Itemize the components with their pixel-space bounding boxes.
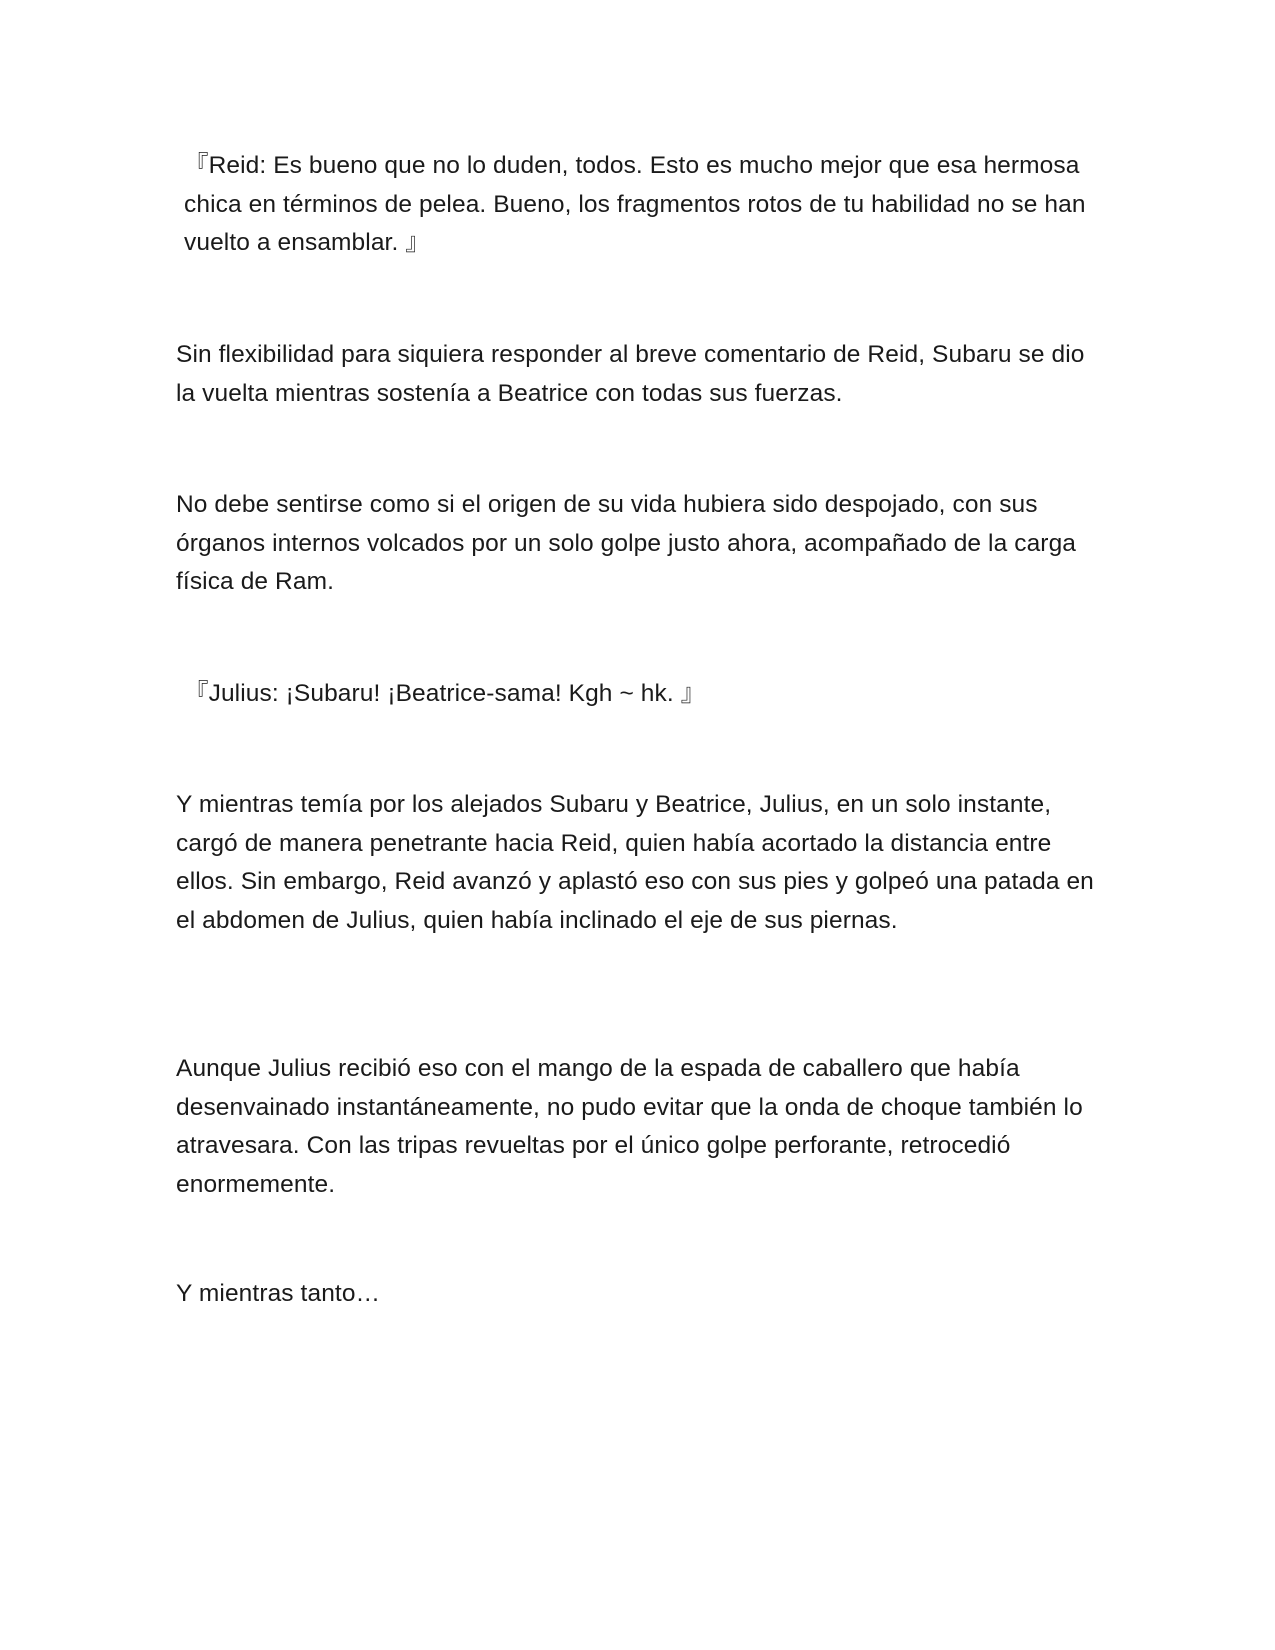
paragraph-meanwhile: Y mientras tanto… [176,1280,381,1307]
paragraph-julius-dialogue: 『Julius: ¡Subaru! ¡Beatrice-sama! Kgh ~ hk. 』 [184,680,706,707]
paragraph-julius-retreats: Aunque Julius recibió eso con el mango de la espada de caballero que había desenvainado instantáneamente, no pudo evitar que la onda de choque también lo atravesara. Con las tripas revueltas por el único golpe perforante, retrocedió enormemente. [176,1055,1083,1198]
paragraph-julius-charges: Y mientras temía por los alejados Subaru y Beatrice, Julius, en un solo instante, cargó de manera penetrante hacia Reid, quien había acortado la distancia entre ellos. Sin embargo, Reid avanzó y aplastó eso con sus pies y golpeó una patada en el abdomen de Julius, quien había inclinado el eje de sus piernas. [176,791,1094,934]
paragraph-reid-dialogue: 『Reid: Es bueno que no lo duden, todos. Esto es mucho mejor que esa hermosa chica en términos de pelea. Bueno, los fragmentos rotos de tu habilidad no se han vuelto a ensamblar. 』 [184,152,1086,256]
paragraph-internal-organs: No debe sentirse como si el origen de su vida hubiera sido despojado, con sus órganos internos volcados por un solo golpe justo ahora, acompañado de la carga física de Ram. [176,491,1077,595]
paragraph-subaru-turns: Sin flexibilidad para siquiera responder al breve comentario de Reid, Subaru se dio la vuelta mientras sostenía a Beatrice con todas sus fuerzas. [176,341,1085,407]
